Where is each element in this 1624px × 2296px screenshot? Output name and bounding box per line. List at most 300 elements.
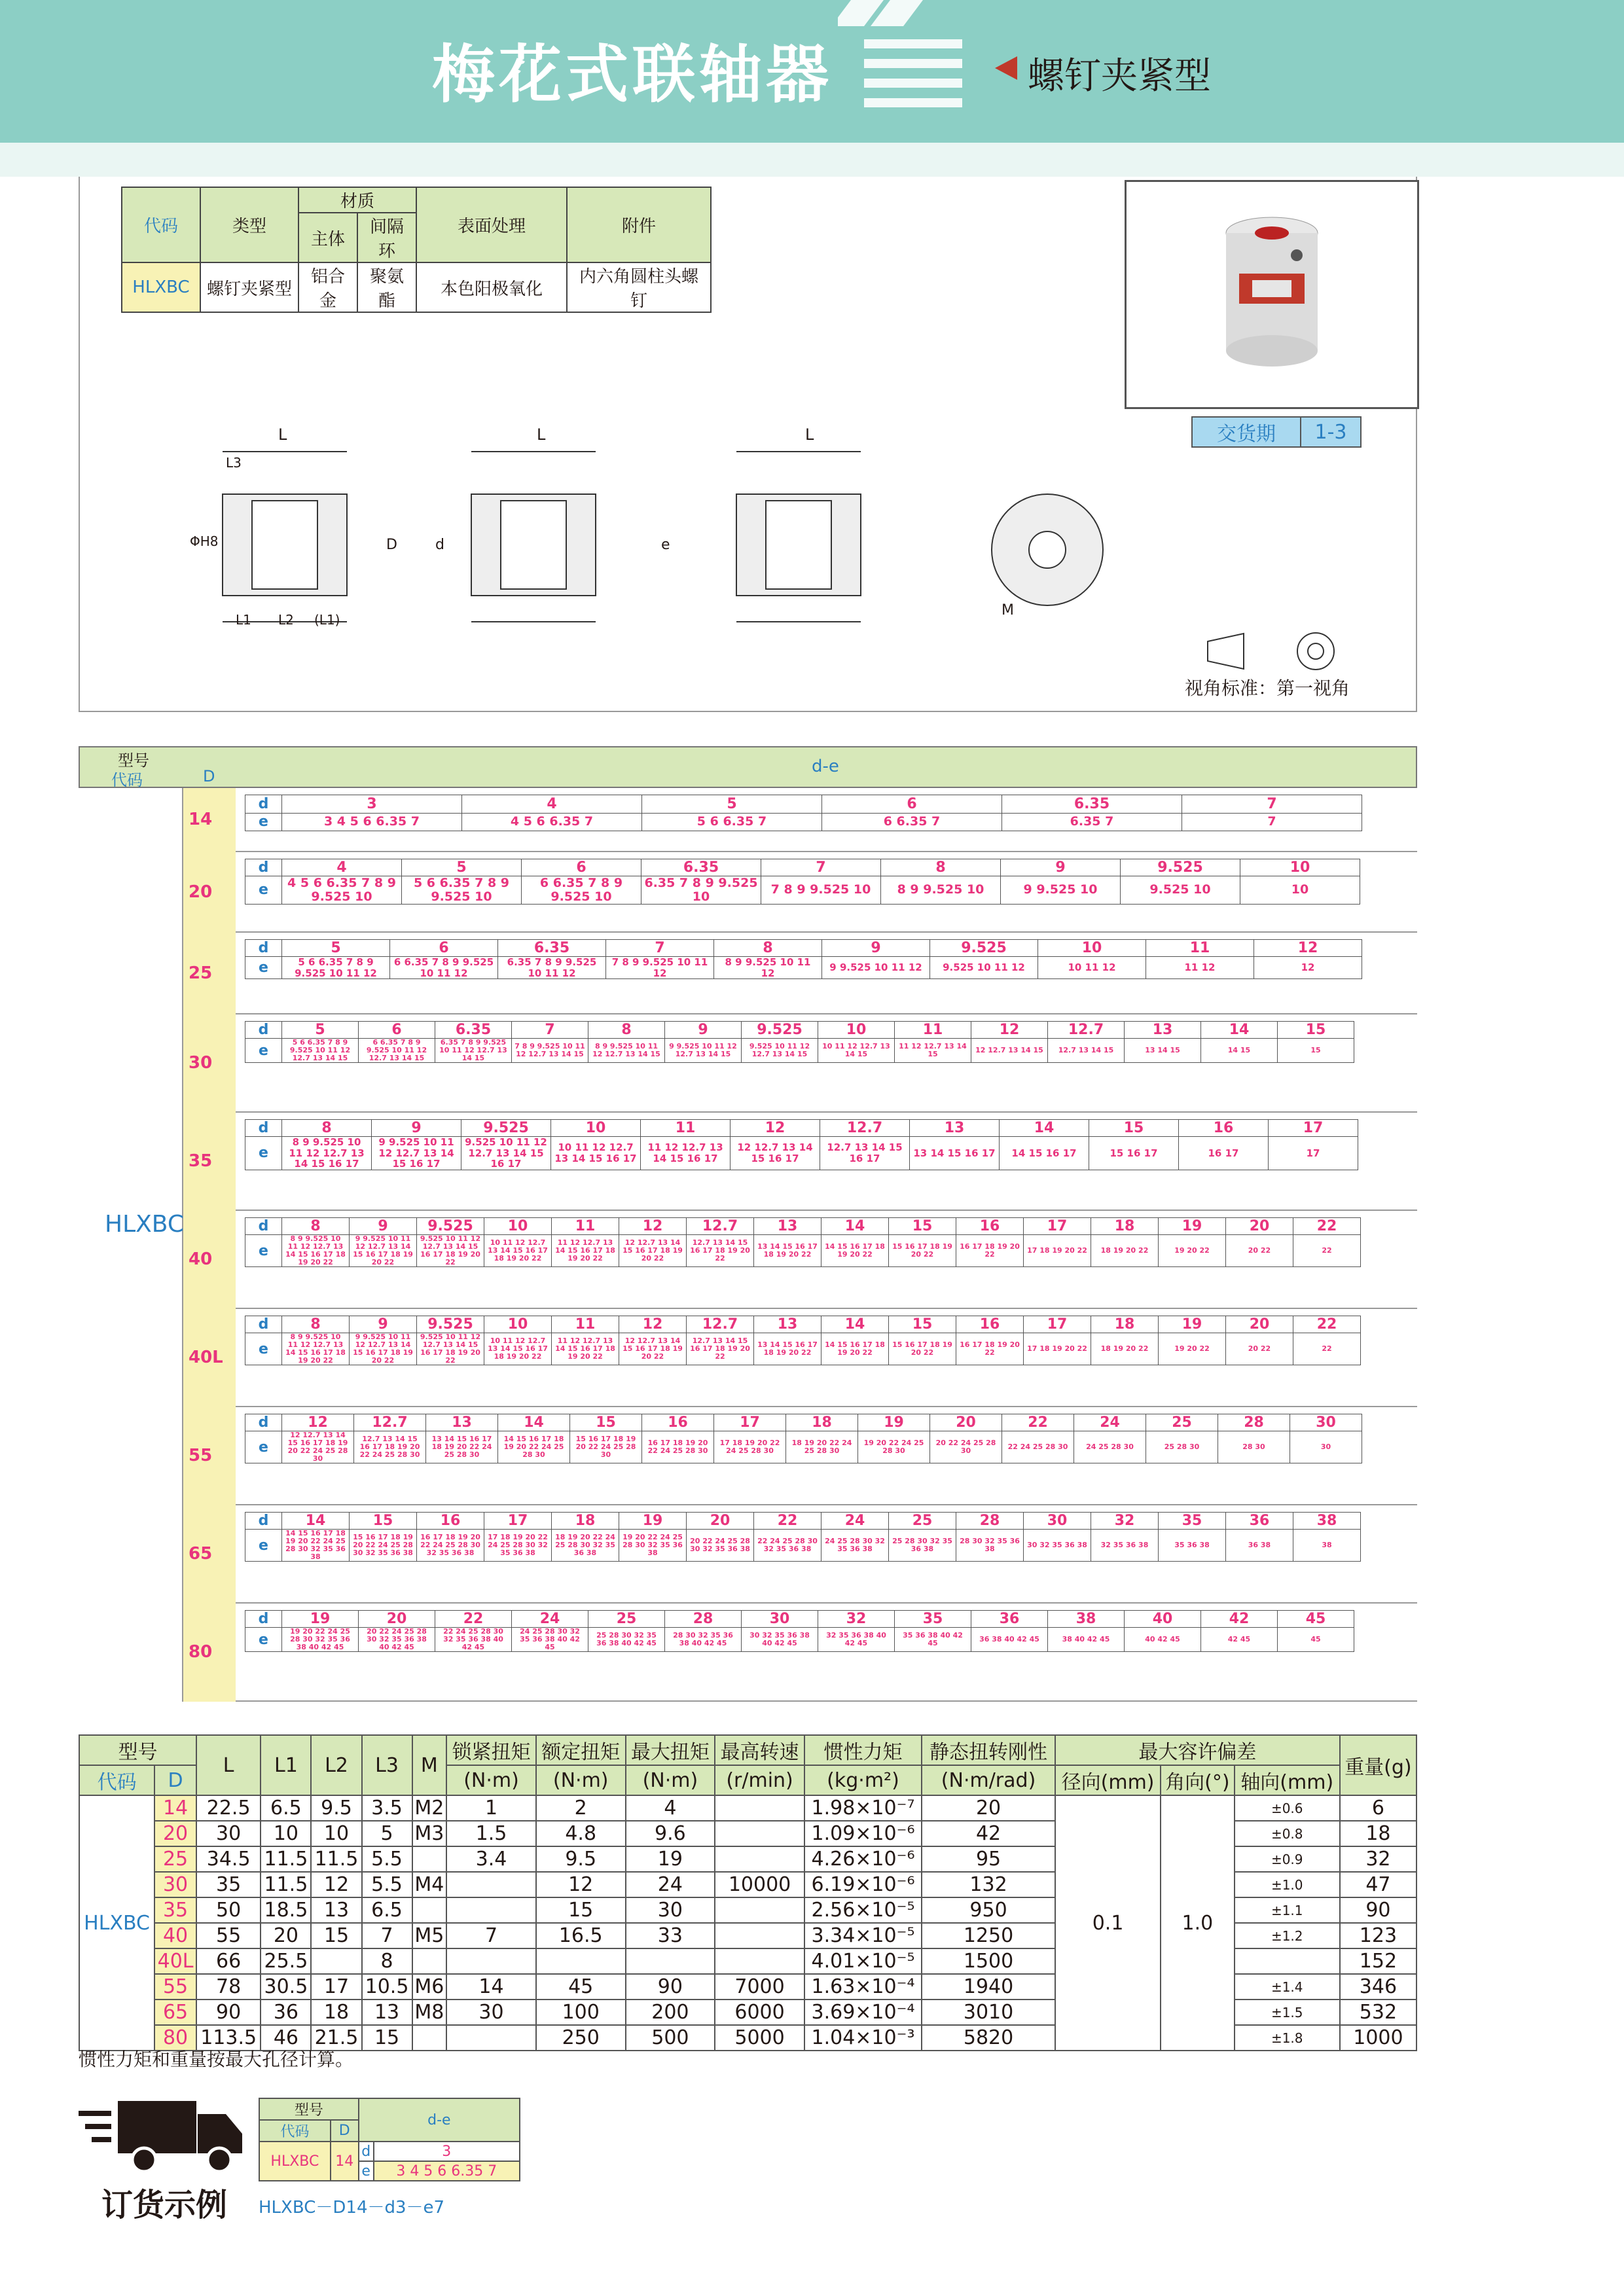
de-e-cell: 17 — [1269, 1137, 1358, 1170]
spec-cell: 5.5 — [362, 1846, 412, 1872]
de-d-cell: 35 — [895, 1611, 971, 1628]
de-group — [189, 788, 1417, 852]
de-e-label: e — [245, 1431, 282, 1463]
de-group — [189, 1211, 1417, 1309]
de-group-D: 55 — [189, 1446, 213, 1465]
ord-D-h: D — [331, 2120, 359, 2142]
de-e-cell: 13 14 15 16 17 18 19 20 22 — [754, 1235, 821, 1267]
de-e-cell: 24 25 28 30 32 35 36 38 — [821, 1530, 889, 1562]
ord-e-val: 3 4 5 6 6.35 7 — [374, 2161, 520, 2181]
de-d-cell: 9 — [822, 940, 930, 957]
spec-cell: 250 — [536, 2025, 626, 2051]
de-e-cell: 19 20 22 — [1159, 1235, 1226, 1267]
de-d-label: d — [245, 1513, 282, 1530]
mt-h-type: 类型 — [200, 187, 298, 262]
de-e-cell: 16 17 18 19 20 22 24 25 28 30 — [642, 1431, 714, 1463]
spec-cell: 6000 — [715, 2000, 804, 2025]
spec-cell — [715, 1795, 804, 1821]
spec-cell: 1.04×10⁻³ — [804, 2025, 922, 2051]
de-d-cell: 15 — [570, 1414, 642, 1431]
de-e-cell: 18 19 20 22 24 25 28 30 32 35 36 38 — [552, 1530, 619, 1562]
de-e-cell: 28 30 32 35 36 38 40 42 45 — [665, 1628, 742, 1652]
spec-cell: 66 — [196, 1948, 261, 1974]
de-d-cell: 32 — [1091, 1513, 1159, 1530]
de-d-cell: 11 — [552, 1218, 619, 1235]
de-e-cell: 19 20 22 24 25 28 30 — [858, 1431, 930, 1463]
spec-u-rated: (N·m) — [536, 1765, 626, 1795]
ord-D: 14 — [331, 2142, 359, 2181]
spec-cell — [715, 1821, 804, 1846]
de-e-cell: 20 22 24 25 28 30 32 35 36 38 40 42 45 — [359, 1628, 435, 1652]
de-d-cell: 12 — [731, 1120, 820, 1137]
de-d-cell: 9 — [350, 1218, 417, 1235]
spec-h-inertia: 惯性力矩 — [804, 1735, 922, 1765]
spec-u-code: 代码 — [79, 1765, 154, 1795]
spec-cell: 40 — [154, 1923, 196, 1948]
de-subtable — [245, 939, 1362, 979]
de-e-cell: 11 12 12.7 13 14 15 — [895, 1039, 971, 1063]
spec-cell: 17 — [311, 1974, 361, 2000]
spec-cell: 15 — [362, 2025, 412, 2051]
de-e-cell: 6.35 7 — [1002, 813, 1182, 831]
de-d-cell: 16 — [956, 1316, 1024, 1333]
de-e-cell: 17 18 19 20 22 24 25 28 30 — [714, 1431, 786, 1463]
spec-cell: 14 — [446, 1974, 536, 2000]
mt-surface: 本色阳极氧化 — [416, 262, 567, 312]
spec-cell: 20 — [922, 1795, 1055, 1821]
spec-cell — [446, 1872, 536, 1897]
de-group-D: 14 — [189, 810, 213, 829]
spec-u-max: (N·m) — [626, 1765, 715, 1795]
spec-weight: 1000 — [1340, 2025, 1416, 2051]
de-d-label: d — [245, 1316, 282, 1333]
de-e-cell: 8 9 9.525 10 11 12 12.7 13 14 15 — [588, 1039, 665, 1063]
spec-cell: 10 — [261, 1821, 311, 1846]
de-e-cell: 9.525 10 11 12 12.7 13 14 15 — [742, 1039, 818, 1063]
mt-type: 螺钉夹紧型 — [200, 262, 298, 312]
spec-cell: 18 — [311, 2000, 361, 2025]
first-angle-projection-icon — [1204, 628, 1348, 674]
mt-h-body: 主体 — [298, 213, 357, 262]
de-d-cell: 15 — [350, 1513, 417, 1530]
spec-cell: 100 — [536, 2000, 626, 2025]
de-e-cell: 12 — [1254, 957, 1362, 979]
de-subtable — [245, 1217, 1361, 1267]
de-d-cell: 16 — [1179, 1120, 1269, 1137]
de-e-cell: 4 5 6 6.35 7 — [462, 813, 642, 831]
de-group — [189, 1604, 1417, 1702]
order-table — [259, 2098, 520, 2181]
de-d-cell: 12 — [971, 1022, 1048, 1039]
de-group — [189, 1309, 1417, 1407]
de-e-cell: 6.35 7 8 9 9.525 10 11 12 — [498, 957, 606, 979]
de-d-cell: 28 — [1218, 1414, 1290, 1431]
de-e-cell: 25 28 30 — [1146, 1431, 1218, 1463]
spec-cell: 11.5 — [261, 1846, 311, 1872]
spec-cell: 1 — [446, 1795, 536, 1821]
spec-radial: 0.1 — [1055, 1795, 1161, 2051]
de-d-cell: 12.7 — [820, 1120, 910, 1137]
de-e-cell: 11 12 12.7 13 14 15 16 17 18 19 20 22 — [552, 1235, 619, 1267]
spec-code: HLXBC — [79, 1795, 154, 2051]
de-e-label: e — [245, 1039, 282, 1063]
de-e-cell: 16 17 18 19 20 22 24 25 28 30 32 35 36 38 — [417, 1530, 484, 1562]
de-e-cell: 8 9 9.525 10 — [881, 876, 1001, 905]
de-e-cell: 15 16 17 18 19 20 22 24 25 28 30 — [570, 1431, 642, 1463]
spec-axial — [1235, 1948, 1340, 1974]
spec-cell: 6.5 — [261, 1795, 311, 1821]
spec-cell: 3.5 — [362, 1795, 412, 1821]
material-table — [121, 187, 712, 313]
de-d-cell: 9 — [372, 1120, 461, 1137]
de-e-cell: 5 6 6.35 7 8 9 9.525 10 — [402, 876, 522, 905]
de-e-cell: 13 14 15 — [1125, 1039, 1201, 1063]
de-e-cell: 9.525 10 11 12 — [930, 957, 1038, 979]
de-e-cell: 10 11 12 — [1038, 957, 1146, 979]
de-e-label: e — [245, 813, 282, 831]
de-group — [189, 1505, 1417, 1604]
spec-cell: M8 — [412, 2000, 447, 2025]
spec-cell: 19 — [626, 1846, 715, 1872]
de-e-cell: 15 — [1278, 1039, 1354, 1063]
de-e-label: e — [245, 1235, 282, 1267]
de-d-cell: 35 — [1159, 1513, 1226, 1530]
de-d-label: d — [245, 859, 282, 876]
de-d-cell: 38 — [1293, 1513, 1361, 1530]
de-e-cell: 20 22 — [1226, 1235, 1293, 1267]
de-e-cell: 13 14 15 16 17 — [910, 1137, 1000, 1170]
de-d-cell: 14 — [821, 1316, 889, 1333]
de-d-label: d — [245, 940, 282, 957]
de-d-label: d — [245, 1611, 282, 1628]
de-d-cell: 10 — [1038, 940, 1146, 957]
spec-cell: 35 — [196, 1872, 261, 1897]
de-d-cell: 22 — [435, 1611, 512, 1628]
de-d-cell: 10 — [484, 1316, 552, 1333]
spec-h-rated: 额定扭矩 — [536, 1735, 626, 1765]
de-d-cell: 18 — [1091, 1218, 1159, 1235]
de-e-cell: 14 15 16 17 18 19 20 22 — [821, 1333, 889, 1365]
de-e-cell: 9.525 10 11 12 12.7 13 14 15 16 17 18 19 20 22 — [417, 1235, 484, 1267]
de-e-cell: 12.7 13 14 15 16 17 18 19 20 22 — [687, 1333, 754, 1365]
de-e-cell: 5 6 6.35 7 8 9 9.525 10 11 12 12.7 13 14 15 — [282, 1039, 359, 1063]
de-e-cell: 19 20 22 24 25 28 30 32 35 36 38 40 42 45 — [282, 1628, 359, 1652]
spec-cell: 30 — [196, 1821, 261, 1846]
header-band — [0, 143, 1624, 177]
de-e-cell: 24 25 28 30 32 35 36 38 40 42 45 — [512, 1628, 588, 1652]
ord-code: HLXBC — [259, 2142, 331, 2181]
de-e-cell: 36 38 40 42 45 — [971, 1628, 1048, 1652]
de-d-cell: 17 — [1024, 1316, 1091, 1333]
spec-h-L: L — [196, 1735, 261, 1795]
de-group-D: 25 — [189, 963, 213, 983]
spec-weight: 123 — [1340, 1923, 1416, 1948]
de-e-cell: 22 — [1293, 1333, 1361, 1365]
de-group — [189, 1113, 1417, 1211]
de-d-cell: 10 — [818, 1022, 895, 1039]
de-d-cell: 9.525 — [930, 940, 1038, 957]
spec-cell: 20 — [261, 1923, 311, 1948]
spec-weight: 6 — [1340, 1795, 1416, 1821]
spec-row — [79, 1795, 1416, 1821]
de-e-cell: 12 12.7 13 14 15 16 17 18 19 20 22 — [619, 1333, 687, 1365]
spec-axial: ±1.0 — [1235, 1872, 1340, 1897]
de-e-cell: 12.7 13 14 15 16 17 18 19 20 22 — [687, 1235, 754, 1267]
spec-cell: 5.5 — [362, 1872, 412, 1897]
de-e-cell: 18 19 20 22 24 25 28 30 — [786, 1431, 858, 1463]
spec-cell: 45 — [536, 1974, 626, 2000]
de-e-cell: 15 16 17 — [1089, 1137, 1179, 1170]
mt-h-accessory: 附件 — [567, 187, 711, 262]
spec-cell — [715, 1948, 804, 1974]
ord-head: 型号 — [259, 2098, 359, 2120]
de-e-cell: 8 9 9.525 10 11 12 12.7 13 14 15 16 17 — [282, 1137, 372, 1170]
de-d-cell: 6.35 — [1002, 795, 1182, 814]
de-e-cell: 12 12.7 13 14 15 16 17 18 19 20 22 — [619, 1235, 687, 1267]
spec-cell: 3010 — [922, 2000, 1055, 2025]
mt-h-surface: 表面处理 — [416, 187, 567, 262]
de-e-cell: 22 — [1293, 1235, 1361, 1267]
spec-cell: 21.5 — [311, 2025, 361, 2051]
de-group-D: 40 — [189, 1249, 213, 1269]
de-d-cell: 15 — [889, 1218, 956, 1235]
de-d-cell: 17 — [714, 1414, 786, 1431]
spec-weight: 90 — [1340, 1897, 1416, 1923]
de-e-cell: 7 8 9 9.525 10 — [761, 876, 881, 905]
de-d-cell: 14 — [1000, 1120, 1089, 1137]
de-d-cell: 13 — [754, 1218, 821, 1235]
de-d-cell: 18 — [786, 1414, 858, 1431]
de-d-cell: 19 — [1159, 1218, 1226, 1235]
spec-cell: 30.5 — [261, 1974, 311, 2000]
spec-cell: 78 — [196, 1974, 261, 2000]
de-d-label: d — [245, 1022, 282, 1039]
de-subtable — [245, 795, 1362, 831]
de-d-cell: 9 — [350, 1316, 417, 1333]
de-d-cell: 5 — [402, 859, 522, 876]
spec-cell: 80 — [154, 2025, 196, 2051]
spec-cell: 24 — [626, 1872, 715, 1897]
spec-cell: 9.6 — [626, 1821, 715, 1846]
spec-cell — [412, 2025, 447, 2051]
spec-cell: 3.69×10⁻⁴ — [804, 2000, 922, 2025]
de-e-cell: 14 15 16 17 18 19 20 22 24 25 28 30 32 35 36 38 — [282, 1530, 350, 1562]
de-e-cell: 5 6 6.35 7 — [642, 813, 822, 831]
spec-u-stiff: (N·m/rad) — [922, 1765, 1055, 1795]
de-d-cell: 45 — [1278, 1611, 1354, 1628]
de-d-cell: 9.525 — [742, 1022, 818, 1039]
de-d-cell: 15 — [889, 1316, 956, 1333]
spec-cell: 35 — [154, 1897, 196, 1923]
de-e-cell: 38 40 42 45 — [1048, 1628, 1125, 1652]
de-d-cell: 6 — [390, 940, 498, 957]
de-d-cell: 8 — [282, 1218, 350, 1235]
spec-h-lock: 锁紧扭矩 — [446, 1735, 536, 1765]
de-d-cell: 5 — [642, 795, 822, 814]
de-e-label: e — [245, 1628, 282, 1652]
de-e-cell: 35 36 38 40 42 45 — [895, 1628, 971, 1652]
de-e-cell: 10 — [1240, 876, 1360, 905]
ord-d-val: 3 — [374, 2142, 520, 2161]
de-e-cell: 14 15 16 17 — [1000, 1137, 1089, 1170]
de-d-cell: 18 — [1091, 1316, 1159, 1333]
spec-cell: 11.5 — [261, 1872, 311, 1897]
de-e-cell: 20 22 24 25 28 30 — [930, 1431, 1002, 1463]
de-d-cell: 12.7 — [1048, 1022, 1125, 1039]
de-d-cell: 30 — [1290, 1414, 1362, 1431]
de-d-cell: 12 — [282, 1414, 354, 1431]
ord-d-lab: d — [359, 2142, 374, 2161]
mt-ring: 聚氨酯 — [357, 262, 416, 312]
de-e-cell: 7 8 9 9.525 10 11 12 — [606, 957, 714, 979]
de-e-cell: 6.35 7 8 9 9.525 10 11 12 12.7 13 14 15 — [435, 1039, 512, 1063]
spec-cell — [715, 1846, 804, 1872]
mt-h-ring: 间隔环 — [357, 213, 416, 262]
spec-cell: 16.5 — [536, 1923, 626, 1948]
lead-time — [1191, 416, 1362, 448]
de-e-cell: 15 16 17 18 19 20 22 — [889, 1235, 956, 1267]
spec-cell: 2.56×10⁻⁵ — [804, 1897, 922, 1923]
order-example: HLXBC－D14－d3－e7 — [259, 2198, 445, 2217]
de-subtable — [245, 1316, 1361, 1365]
de-e-cell: 6 6.35 7 8 9 9.525 10 11 12 12.7 13 14 15 — [359, 1039, 435, 1063]
spec-cell: 1.09×10⁻⁶ — [804, 1821, 922, 1846]
spec-cell: 10000 — [715, 1872, 804, 1897]
lead-time-label: 交货期 — [1192, 417, 1301, 447]
de-subtable — [245, 1414, 1362, 1463]
spec-u-speed: (r/min) — [715, 1765, 804, 1795]
de-d-cell: 6.35 — [641, 859, 761, 876]
de-d-cell: 9.525 — [1121, 859, 1240, 876]
spec-cell — [311, 1948, 361, 1974]
de-e-cell: 42 45 — [1201, 1628, 1278, 1652]
de-e-cell: 19 20 22 24 25 28 30 32 35 36 38 — [619, 1530, 687, 1562]
de-e-cell: 11 12 12.7 13 14 15 16 17 — [641, 1137, 731, 1170]
de-e-cell: 25 28 30 32 35 36 38 40 42 45 — [588, 1628, 665, 1652]
spec-h-L2: L2 — [311, 1735, 361, 1795]
spec-h-weight: 重量(g) — [1340, 1735, 1416, 1795]
spec-cell: 8 — [362, 1948, 412, 1974]
de-group-D: 65 — [189, 1544, 213, 1564]
de-d-cell: 19 — [282, 1611, 359, 1628]
de-e-cell: 28 30 — [1218, 1431, 1290, 1463]
de-d-cell: 10 — [551, 1120, 641, 1137]
de-group-D: 30 — [189, 1053, 213, 1073]
de-d-label: d — [245, 1414, 282, 1431]
de-e-cell: 30 32 35 36 38 — [1024, 1530, 1091, 1562]
de-e-cell: 40 42 45 — [1125, 1628, 1201, 1652]
de-e-cell: 19 20 22 — [1159, 1333, 1226, 1365]
spec-cell: 12 — [311, 1872, 361, 1897]
spec-cell: 10.5 — [362, 1974, 412, 2000]
de-e-cell: 9 9.525 10 11 12 12.7 13 14 15 16 17 18 19 20 22 — [350, 1333, 417, 1365]
de-e-cell: 9 9.525 10 11 12 12.7 13 14 15 16 17 — [372, 1137, 461, 1170]
de-d-cell: 11 — [641, 1120, 731, 1137]
de-d-cell: 9.525 — [461, 1120, 551, 1137]
de-e-cell: 8 9 9.525 10 11 12 12.7 13 14 15 16 17 18 19 20 22 — [282, 1333, 350, 1365]
dim-M: M — [1001, 602, 1014, 619]
mt-code: HLXBC — [122, 262, 200, 312]
de-subtable — [245, 1610, 1354, 1652]
de-e-cell: 8 9 9.525 10 11 12 — [714, 957, 822, 979]
de-e-cell: 14 15 — [1201, 1039, 1278, 1063]
spec-cell: 9.5 — [311, 1795, 361, 1821]
spec-cell: 9.5 — [536, 1846, 626, 1872]
header-stripes — [838, 0, 995, 143]
de-e-cell: 17 18 19 20 22 — [1024, 1235, 1091, 1267]
spec-cell: 50 — [196, 1897, 261, 1923]
spec-cell — [715, 1923, 804, 1948]
de-d-cell: 7 — [606, 940, 714, 957]
de-e-cell: 12.7 13 14 15 16 17 18 19 20 22 24 25 28 30 — [354, 1431, 426, 1463]
de-d-cell: 19 — [858, 1414, 930, 1431]
de-d-cell: 24 — [512, 1611, 588, 1628]
dim-dh8: ΦH8 — [190, 533, 219, 549]
de-d-cell: 6 — [359, 1022, 435, 1039]
de-e-label: e — [245, 876, 282, 905]
spec-cell: 90 — [196, 2000, 261, 2025]
de-d-cell: 15 — [1278, 1022, 1354, 1039]
de-e-cell: 12 12.7 13 14 15 — [971, 1039, 1048, 1063]
de-group-D: 20 — [189, 882, 213, 902]
de-e-cell: 12 12.7 13 14 15 16 17 18 19 20 22 24 25 28 30 — [282, 1431, 354, 1463]
de-d-cell: 22 — [1293, 1316, 1361, 1333]
de-e-cell: 6 6.35 7 8 9 9.525 10 11 12 — [390, 957, 498, 979]
spec-cell — [412, 1897, 447, 1923]
de-d-cell: 7 — [761, 859, 881, 876]
spec-cell: 65 — [154, 2000, 196, 2025]
spec-cell: 4.01×10⁻⁵ — [804, 1948, 922, 1974]
spec-cell: 55 — [196, 1923, 261, 1948]
de-e-cell: 38 — [1293, 1530, 1361, 1562]
spec-cell: 22.5 — [196, 1795, 261, 1821]
de-d-cell: 19 — [619, 1513, 687, 1530]
spec-cell: 113.5 — [196, 2025, 261, 2051]
spec-cell: 36 — [261, 2000, 311, 2025]
product-photo — [1125, 180, 1419, 409]
spec-cell: 5820 — [922, 2025, 1055, 2051]
de-e-cell: 12.7 13 14 15 — [1048, 1039, 1125, 1063]
spec-h-stiff: 静态扭转刚性 — [922, 1735, 1055, 1765]
de-e-cell: 35 36 38 — [1159, 1530, 1226, 1562]
de-e-cell: 7 — [1182, 813, 1362, 831]
de-e-cell: 12 12.7 13 14 15 16 17 — [731, 1137, 820, 1170]
de-d-cell: 3 — [282, 795, 462, 814]
de-e-label: e — [245, 1333, 282, 1365]
page-title: 梅花式联轴器 — [432, 38, 833, 111]
dim-L-2: L — [537, 425, 546, 444]
spec-cell: 4.26×10⁻⁶ — [804, 1846, 922, 1872]
de-e-cell: 8 9 9.525 10 11 12 12.7 13 14 15 16 17 18 19 20 22 — [282, 1235, 350, 1267]
de-e-cell: 32 35 36 38 — [1091, 1530, 1159, 1562]
de-e-cell: 22 24 25 28 30 32 35 36 38 — [754, 1530, 821, 1562]
de-e-cell: 11 12 — [1146, 957, 1254, 979]
spec-cell: 1250 — [922, 1923, 1055, 1948]
spec-h-L1: L1 — [261, 1735, 311, 1795]
spec-weight: 152 — [1340, 1948, 1416, 1974]
spec-cell: M3 — [412, 1821, 447, 1846]
spec-cell: 30 — [626, 1897, 715, 1923]
spec-cell: 30 — [446, 2000, 536, 2025]
de-d-cell: 11 — [1146, 940, 1254, 957]
dim-L2: L2 — [278, 612, 294, 628]
de-d-cell: 16 — [956, 1218, 1024, 1235]
spec-cell — [626, 1948, 715, 1974]
dim-L-1: L — [278, 425, 287, 444]
spec-weight: 47 — [1340, 1872, 1416, 1897]
de-d-cell: 4 — [462, 795, 642, 814]
de-d-cell: 12.7 — [354, 1414, 426, 1431]
